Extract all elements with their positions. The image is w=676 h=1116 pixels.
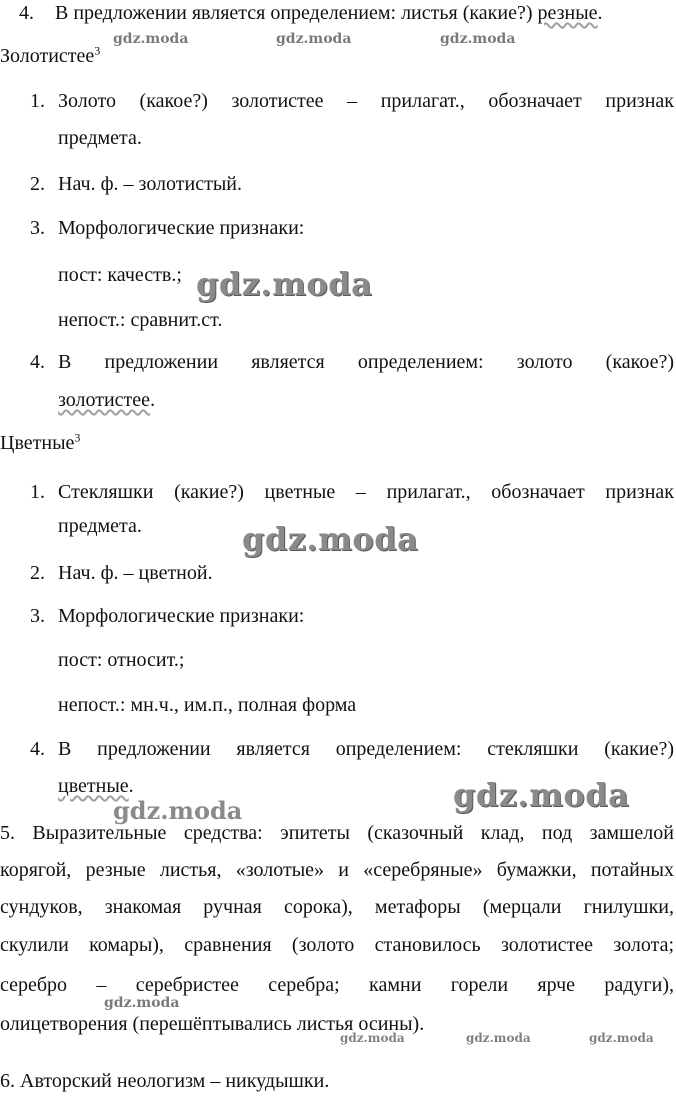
word-heading (0, 430, 80, 456)
paragraph-line: непост.: сравнит.ст. (58, 309, 223, 331)
watermark-text: gdz.moda (440, 31, 516, 47)
list-number: 4. (19, 2, 34, 24)
list-number: 1. (30, 481, 45, 503)
watermark-text: gdz.moda (242, 520, 419, 558)
paragraph-line: Нач. ф. – золотистый. (58, 173, 242, 195)
underlined-word: резные (537, 2, 598, 24)
paragraph-line: Золото (какое?) золотистее – прилагат., обозначает признак (58, 90, 674, 112)
watermark-text: gdz.moda (453, 776, 630, 814)
paragraph-line: непост.: мн.ч., им.п., полная форма (58, 694, 357, 716)
watermark-text: gdz.moda (276, 31, 352, 47)
paragraph-line (58, 387, 155, 413)
list-number: 3. (30, 605, 45, 627)
list-number: 1. (30, 90, 45, 112)
paragraph-line: предмета. (58, 515, 142, 537)
text-span: . (597, 2, 603, 24)
list-number: 3. (30, 217, 45, 239)
word-heading (0, 43, 100, 69)
heading-text: Цветные (0, 432, 75, 454)
text-span: В предложении является определением: листья (какие?) (55, 2, 538, 24)
text-span: . (128, 775, 134, 797)
paragraph-line: предмета. (58, 127, 142, 149)
paragraph-line: корягой, резные листья, «золотые» и «серебряные» бумажки, потайных (0, 859, 674, 881)
paragraph-line: Морфологические признаки: (58, 217, 305, 239)
paragraph-line: сундуков, знакомая ручная сорока), метафоры (мерцали гнилушки, (0, 896, 674, 918)
heading-text: Золотистее (0, 45, 95, 67)
paragraph-line (55, 0, 603, 26)
watermark-text: gdz.moda (113, 31, 189, 47)
watermark-text: gdz.moda (466, 1031, 531, 1045)
paragraph-line: Морфологические признаки: (58, 605, 305, 627)
watermark-text: gdz.moda (113, 796, 243, 825)
watermark-text: gdz.moda (104, 995, 180, 1011)
paragraph-line: олицетворения (перешёптывались листья осины). (0, 1013, 425, 1035)
list-number: 2. (30, 173, 45, 195)
footnote-marker: 3 (94, 43, 101, 58)
footnote-marker: 3 (74, 430, 81, 445)
paragraph-line: 5. Выразительные средства: эпитеты (сказочный клад, под замшелой (0, 822, 674, 844)
watermark-text: gdz.moda (196, 265, 373, 303)
paragraph-line: В предложении является определением: стекляшки (какие?) (58, 738, 674, 760)
paragraph-line: пост: относит.; (58, 649, 185, 671)
paragraph-line: 6. Авторский неологизм – никудышки. (0, 1070, 330, 1092)
underlined-word: золотистее (58, 389, 151, 411)
list-number: 2. (30, 562, 45, 584)
text-span: . (150, 389, 156, 411)
watermark-text: gdz.moda (589, 1031, 654, 1045)
paragraph-line: В предложении является определением: золото (какое?) (58, 351, 674, 373)
underlined-word: цветные (58, 775, 129, 797)
watermark-text: gdz.moda (340, 1031, 405, 1045)
paragraph-line: пост: качеств.; (58, 264, 182, 286)
paragraph-line: серебро – серебристее серебра; камни горели ярче радуги), (0, 974, 674, 996)
list-number: 4. (30, 351, 45, 373)
paragraph-line: скулили комары), сравнения (золото становилось золотистее золота; (0, 934, 674, 956)
list-number: 4. (30, 738, 45, 760)
paragraph-line: Нач. ф. – цветной. (58, 562, 213, 584)
paragraph-line: Стекляшки (какие?) цветные – прилагат., обозначает признак (58, 481, 674, 503)
